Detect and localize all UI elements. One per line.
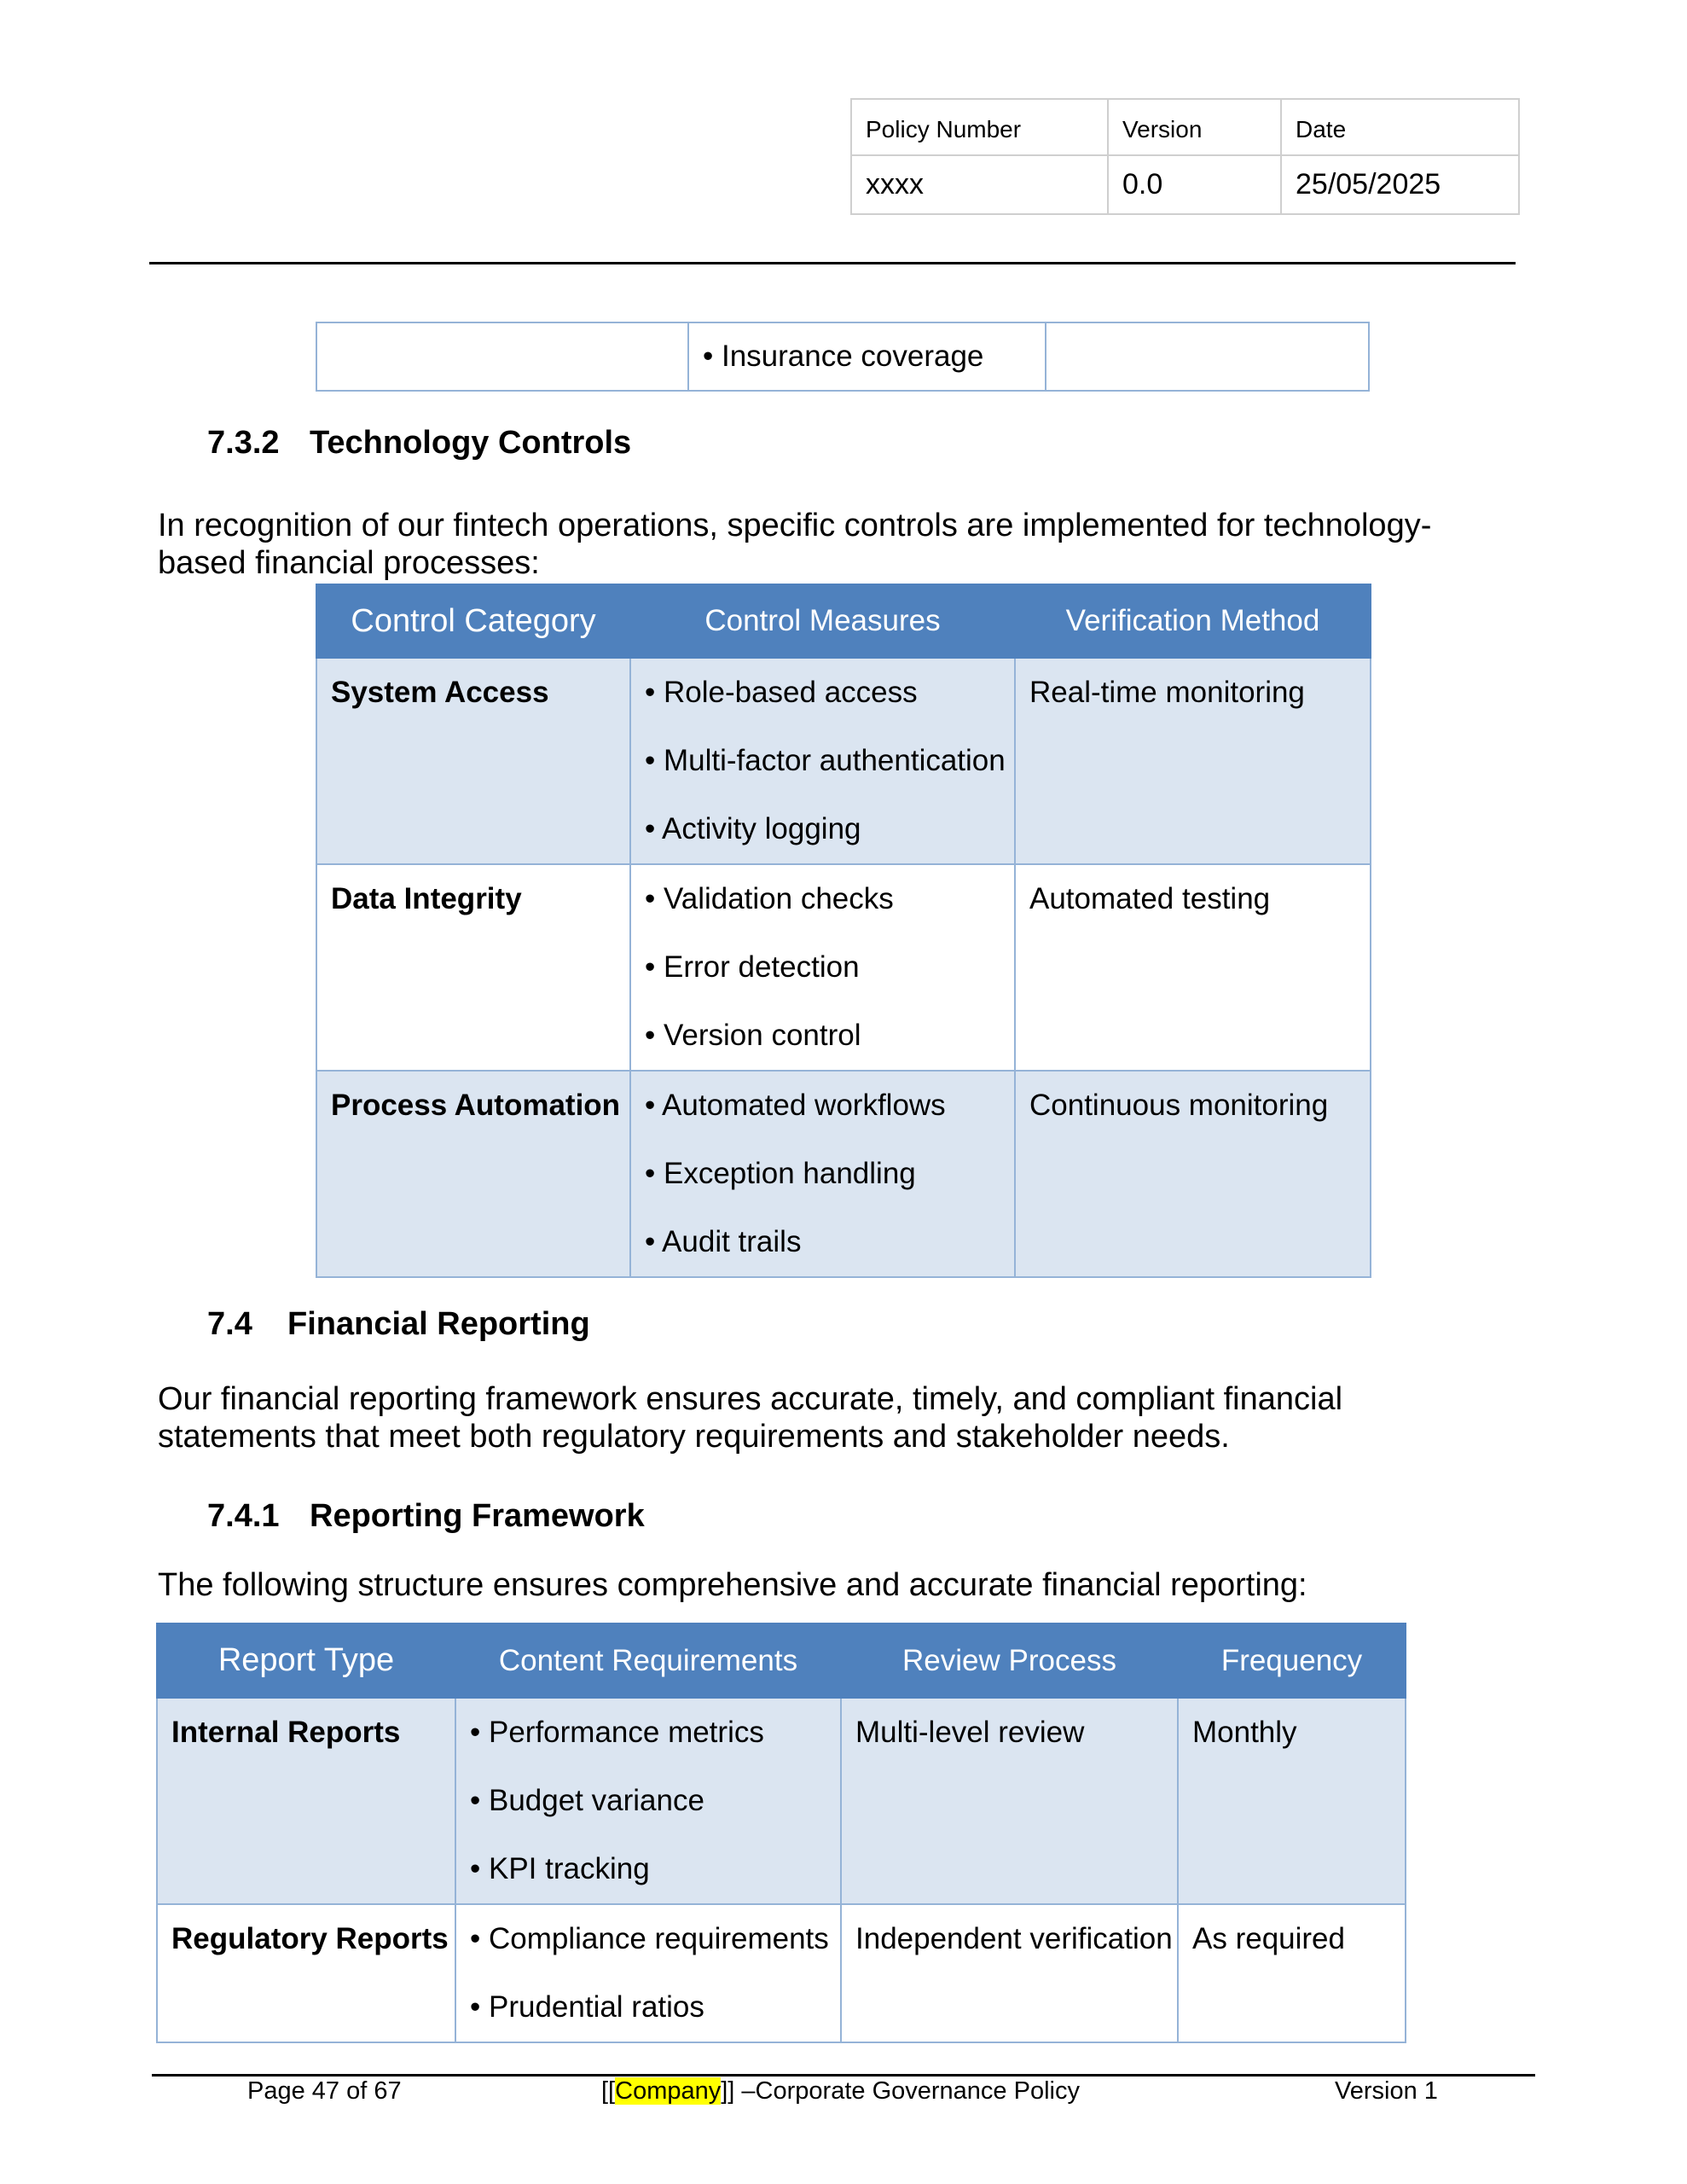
row-verification: Real-time monitoring: [1015, 658, 1371, 864]
footer-rule: [152, 2074, 1535, 2077]
row-frequency: Monthly: [1178, 1698, 1406, 1904]
table-row: [316, 658, 1371, 864]
measure-item: • Version control: [645, 1019, 861, 1052]
tech-intro-line-1: In recognition of our fintech operations, specific controls are implemented for technology-: [158, 508, 1432, 543]
reporting-framework-table: [156, 1623, 1406, 2043]
table-row: [316, 1071, 1371, 1277]
measure-item: • Audit trails: [645, 1225, 802, 1258]
continued-cell-3: [1046, 322, 1369, 391]
header-rule: [149, 262, 1516, 264]
col-header-report-type: Report Type: [157, 1623, 455, 1698]
measure-item: • Validation checks: [645, 882, 894, 915]
table-row: [316, 864, 1371, 1071]
measure-item: • Role-based access: [645, 676, 918, 709]
content-item: • KPI tracking: [470, 1852, 650, 1885]
row-frequency: As required: [1178, 1904, 1406, 2042]
content-item: • Budget variance: [470, 1784, 704, 1817]
row-measures: [630, 658, 1015, 864]
technology-controls-table: [316, 584, 1371, 1278]
tech-intro-line-2: based financial processes:: [158, 545, 540, 581]
measure-item: • Activity logging: [645, 812, 861, 845]
heading-number: 7.4.1: [207, 1498, 280, 1534]
measure-item: • Error detection: [645, 950, 860, 984]
framework-intro: The following structure ensures comprehensive and accurate financial reporting:: [158, 1567, 1307, 1603]
continued-table: [316, 322, 1370, 392]
date-label: Date: [1281, 99, 1519, 155]
measure-item: • Exception handling: [645, 1157, 916, 1190]
row-report-type: Regulatory Reports: [157, 1904, 455, 2042]
row-review: Independent verification: [841, 1904, 1178, 2042]
reporting-para-line-1: Our financial reporting framework ensures accurate, timely, and compliant financial: [158, 1381, 1343, 1417]
version-label: Version: [1108, 99, 1281, 155]
row-verification: Continuous monitoring: [1015, 1071, 1371, 1277]
content-item: • Compliance requirements: [470, 1922, 829, 1955]
continued-cell-2: • Insurance coverage: [688, 322, 1046, 391]
row-review: Multi-level review: [841, 1698, 1178, 1904]
col-header-verification-method: Verification Method: [1015, 584, 1371, 658]
col-header-content-requirements: Content Requirements: [455, 1623, 841, 1698]
content-item: • Prudential ratios: [470, 1990, 704, 2024]
row-verification: Automated testing: [1015, 864, 1371, 1071]
date-value: 25/05/2025: [1281, 155, 1519, 214]
footer-page-number: Page 47 of 67: [247, 2077, 402, 2105]
policy-number-label: Policy Number: [851, 99, 1108, 155]
col-header-control-category: Control Category: [316, 584, 630, 658]
row-content: [455, 1904, 841, 2042]
row-category: Data Integrity: [316, 864, 630, 1071]
row-content: [455, 1698, 841, 1904]
heading-number: 7.4: [207, 1306, 252, 1342]
measure-item: • Automated workflows: [645, 1089, 946, 1122]
measure-item: • Multi-factor authentication: [645, 744, 1006, 777]
row-measures: [630, 1071, 1015, 1277]
col-header-review-process: Review Process: [841, 1623, 1178, 1698]
heading-7-4: [207, 1306, 975, 1344]
row-report-type: Internal Reports: [157, 1698, 455, 1904]
heading-number: 7.3.2: [207, 425, 280, 461]
col-header-frequency: Frequency: [1178, 1623, 1406, 1698]
row-category: System Access: [316, 658, 630, 864]
row-category: Process Automation: [316, 1071, 630, 1277]
policy-number-value: xxxx: [851, 155, 1108, 214]
heading-title: Financial Reporting: [287, 1306, 590, 1342]
footer-doc-title: [601, 2077, 1080, 2106]
continued-cell-1: [316, 322, 688, 391]
footer-suffix: ]] –Corporate Governance Policy: [721, 2077, 1080, 2105]
heading-title: Technology Controls: [310, 425, 632, 461]
company-placeholder: Company: [615, 2077, 722, 2105]
heading-7-3-2: [207, 425, 975, 462]
footer-prefix: [[: [601, 2077, 616, 2105]
content-item: • Performance metrics: [470, 1716, 764, 1749]
footer-version: Version 1: [1335, 2077, 1438, 2105]
table-row: [157, 1904, 1406, 2042]
heading-title: Reporting Framework: [310, 1498, 645, 1534]
policy-meta-table: [850, 98, 1520, 215]
col-header-control-measures: Control Measures: [630, 584, 1015, 658]
version-value: 0.0: [1108, 155, 1281, 214]
row-measures: [630, 864, 1015, 1071]
table-row: [157, 1698, 1406, 1904]
reporting-para-line-2: statements that meet both regulatory requirements and stakeholder needs.: [158, 1419, 1230, 1455]
heading-7-4-1: [207, 1498, 975, 1536]
